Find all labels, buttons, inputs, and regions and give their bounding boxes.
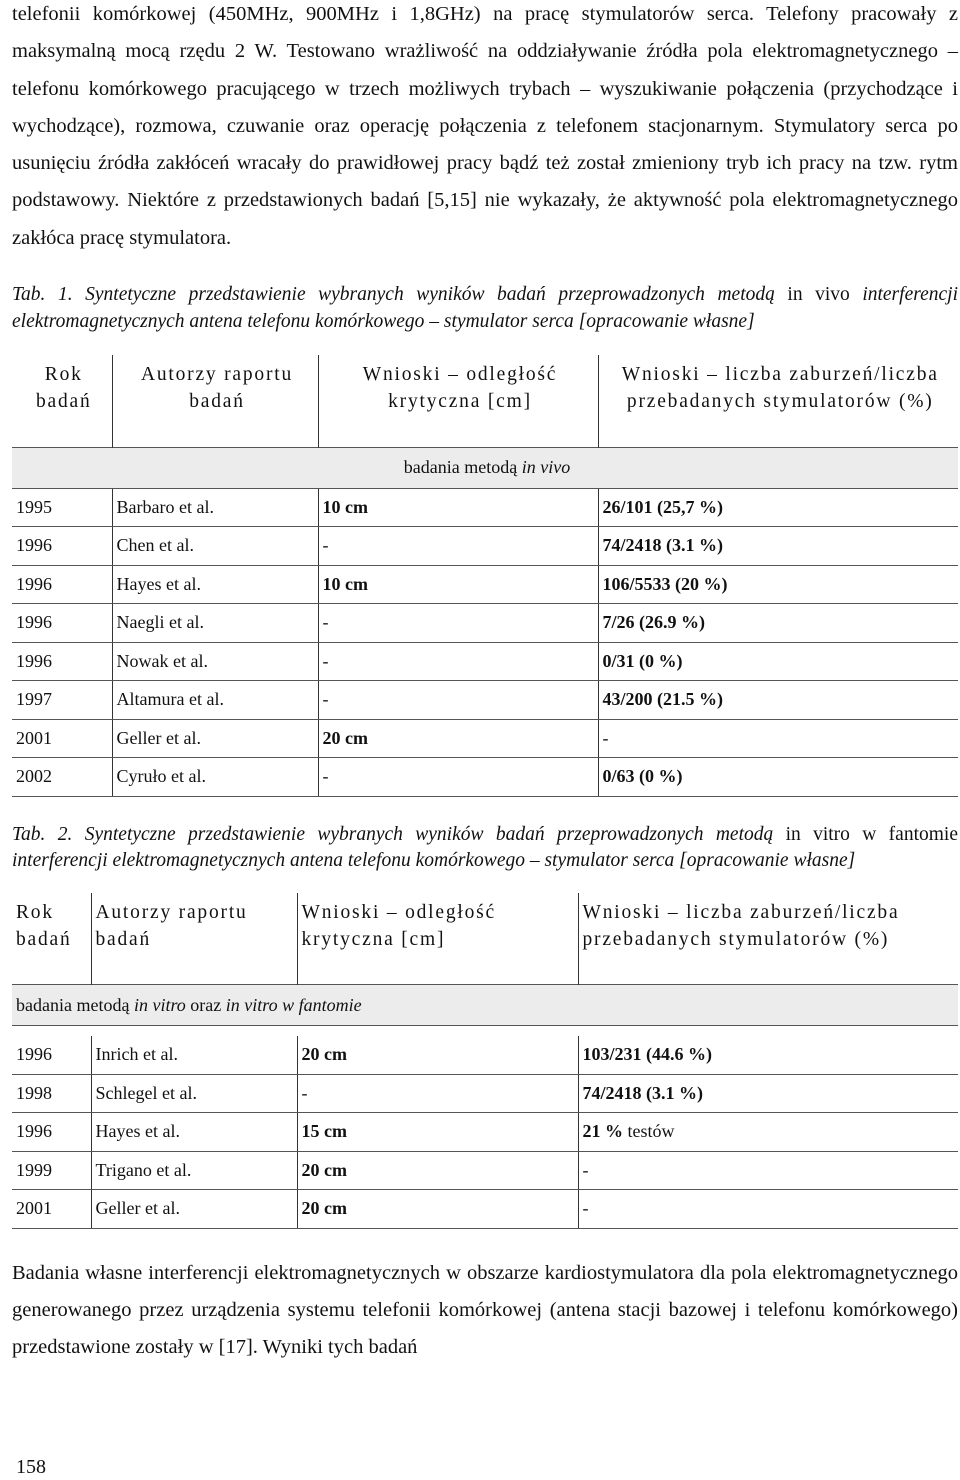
table1 bbox=[12, 355, 958, 797]
paragraph-conclusion: Badania własne interferencji elektromagnetycznych w obszarze kardiostymulatora dla pola elektromagnetycznego generowanego przez urządzenia systemu telefonii komórkowej (antena stacji bazowej i telefonu komórkowego) przedstawione zostały w [17]. Wyniki tych badań bbox=[12, 1261, 958, 1359]
cell-distance: - bbox=[318, 527, 598, 566]
table1-header-result: Wnioski – liczba zaburzeń/liczba przebadanych stymulatorów (%) bbox=[598, 355, 958, 447]
table-row bbox=[12, 1113, 958, 1152]
cell-year: 2001 bbox=[12, 1190, 91, 1229]
cell-year: 1996 bbox=[12, 527, 112, 566]
cell-result: 74/2418 (3.1 %) bbox=[598, 527, 958, 566]
cell-distance: - bbox=[318, 604, 598, 643]
cell-result: 43/200 (21.5 %) bbox=[598, 681, 958, 720]
table1-body bbox=[12, 488, 958, 796]
table2-section-label: badania metodą in vitro oraz in vitro w fantomie bbox=[12, 985, 958, 1026]
table1-header-distance: Wnioski – odległość krytyczna [cm] bbox=[318, 355, 598, 447]
table-row bbox=[12, 604, 958, 643]
table2 bbox=[12, 893, 958, 1229]
cell-distance: 10 cm bbox=[318, 488, 598, 527]
cell-authors: Trigano et al. bbox=[91, 1151, 297, 1190]
cell-result: 26/101 (25,7 %) bbox=[598, 488, 958, 527]
table1-header-row bbox=[12, 355, 958, 447]
cell-result: - bbox=[578, 1190, 958, 1229]
document-page bbox=[12, 0, 958, 1366]
table-row bbox=[12, 1036, 958, 1074]
table-row bbox=[12, 1151, 958, 1190]
cell-authors: Chen et al. bbox=[112, 527, 318, 566]
table1-caption-suffix: interferencji elektromagnetycznych antena telefonu komórkowego – stymulator serca [opracowanie własne] bbox=[12, 284, 958, 332]
page-number: 158 bbox=[16, 1456, 46, 1478]
table1-header-year: Rok badań bbox=[35, 364, 92, 413]
cell-authors: Geller et al. bbox=[91, 1190, 297, 1229]
table2-caption bbox=[12, 822, 958, 875]
cell-authors: Hayes et al. bbox=[91, 1113, 297, 1152]
cell-result: - bbox=[578, 1151, 958, 1190]
cell-result: 21 % testów bbox=[578, 1113, 958, 1152]
cell-year: 1995 bbox=[12, 488, 112, 527]
table1-section-row bbox=[12, 447, 958, 488]
cell-year: 2002 bbox=[12, 758, 112, 797]
table-row bbox=[12, 758, 958, 797]
table2-caption-prefix: Tab. 2. Syntetyczne przedstawienie wybranych wyników badań przeprowadzonych metodą bbox=[12, 823, 786, 845]
cell-result: 0/63 (0 %) bbox=[598, 758, 958, 797]
cell-distance: 20 cm bbox=[297, 1151, 578, 1190]
cell-authors: Inrich et al. bbox=[91, 1036, 297, 1074]
table2-caption-suffix: interferencji elektromagnetycznych antena telefonu komórkowego – stymulator serca [opracowanie własne] bbox=[12, 850, 856, 872]
cell-distance: 10 cm bbox=[318, 565, 598, 604]
table1-caption bbox=[12, 282, 958, 335]
cell-result: - bbox=[598, 719, 958, 758]
table-row bbox=[12, 642, 958, 681]
table-row bbox=[12, 488, 958, 527]
cell-distance: - bbox=[297, 1074, 578, 1113]
cell-year: 1998 bbox=[12, 1074, 91, 1113]
cell-year: 1996 bbox=[12, 1036, 91, 1074]
table-row bbox=[12, 719, 958, 758]
paragraph-intro: telefonii komórkowej (450MHz, 900MHz i 1,8GHz) na pracę stymulatorów serca. Telefony pracowały z maksymalną mocą rzędu 2 W. Testowano wrażliwość na oddziaływanie źródła pola elektromagnetycznego – telefonu komórkowego pracującego w trzech możliwych trybach – wyszukiwanie połączenia (przychodzące i wychodzące), rozmowa, czuwanie oraz operację połączenia z telefonem stacjonarnym. Stymulatory serca po usunięciu źródła zakłóceń wracały do prawidłowej pracy bądź też został zmieniony tryb ich pracy na tzw. rytm podstawowy. Niektóre z przedstawionych badań [5,15] nie wykazały, że aktywność pola elektromagnetycznego zakłóca pracę stymulatora. bbox=[12, 3, 958, 249]
table2-body bbox=[12, 1036, 958, 1228]
cell-year: 1996 bbox=[12, 604, 112, 643]
table-row bbox=[12, 1074, 958, 1113]
table2-header-result: Wnioski – liczba zaburzeń/liczba przebadanych stymulatorów (%) bbox=[578, 893, 958, 985]
table2-section-row bbox=[12, 985, 958, 1026]
table1-caption-prefix: Tab. 1. Syntetyczne przedstawienie wybranych wyników badań przeprowadzonych metodą bbox=[12, 284, 788, 306]
cell-authors: Schlegel et al. bbox=[91, 1074, 297, 1113]
cell-authors: Nowak et al. bbox=[112, 642, 318, 681]
cell-authors: Geller et al. bbox=[112, 719, 318, 758]
cell-year: 1996 bbox=[12, 1113, 91, 1152]
table-row bbox=[12, 527, 958, 566]
cell-year: 1997 bbox=[12, 681, 112, 720]
cell-authors: Naegli et al. bbox=[112, 604, 318, 643]
cell-year: 1999 bbox=[12, 1151, 91, 1190]
cell-authors: Altamura et al. bbox=[112, 681, 318, 720]
cell-distance: 20 cm bbox=[318, 719, 598, 758]
cell-year: 1996 bbox=[12, 642, 112, 681]
cell-result: 103/231 (44.6 %) bbox=[578, 1036, 958, 1074]
table2-caption-method: in vitro w fantomie bbox=[785, 823, 958, 845]
table2-header-year: Rok badań bbox=[16, 901, 72, 950]
cell-distance: - bbox=[318, 758, 598, 797]
table1-caption-method: in vivo bbox=[787, 284, 850, 306]
cell-distance: 20 cm bbox=[297, 1036, 578, 1074]
cell-distance: 20 cm bbox=[297, 1190, 578, 1229]
cell-authors: Barbaro et al. bbox=[112, 488, 318, 527]
cell-result: 7/26 (26.9 %) bbox=[598, 604, 958, 643]
cell-result: 106/5533 (20 %) bbox=[598, 565, 958, 604]
cell-year: 2001 bbox=[12, 719, 112, 758]
cell-result: 0/31 (0 %) bbox=[598, 642, 958, 681]
table1-section-label: badania metodą in vivo bbox=[12, 447, 958, 488]
cell-distance: - bbox=[318, 642, 598, 681]
table2-header-row bbox=[12, 893, 958, 985]
cell-distance: - bbox=[318, 681, 598, 720]
cell-year: 1996 bbox=[12, 565, 112, 604]
cell-result: 74/2418 (3.1 %) bbox=[578, 1074, 958, 1113]
table-row bbox=[12, 1190, 958, 1229]
table2-header-authors: Autorzy raportu badań bbox=[91, 893, 297, 985]
table-row bbox=[12, 681, 958, 720]
cell-authors: Cyruło et al. bbox=[112, 758, 318, 797]
cell-distance: 15 cm bbox=[297, 1113, 578, 1152]
cell-authors: Hayes et al. bbox=[112, 565, 318, 604]
table-row bbox=[12, 565, 958, 604]
table1-header-authors: Autorzy raportu badań bbox=[112, 355, 318, 447]
table2-header-distance: Wnioski – odległość krytyczna [cm] bbox=[297, 893, 578, 985]
